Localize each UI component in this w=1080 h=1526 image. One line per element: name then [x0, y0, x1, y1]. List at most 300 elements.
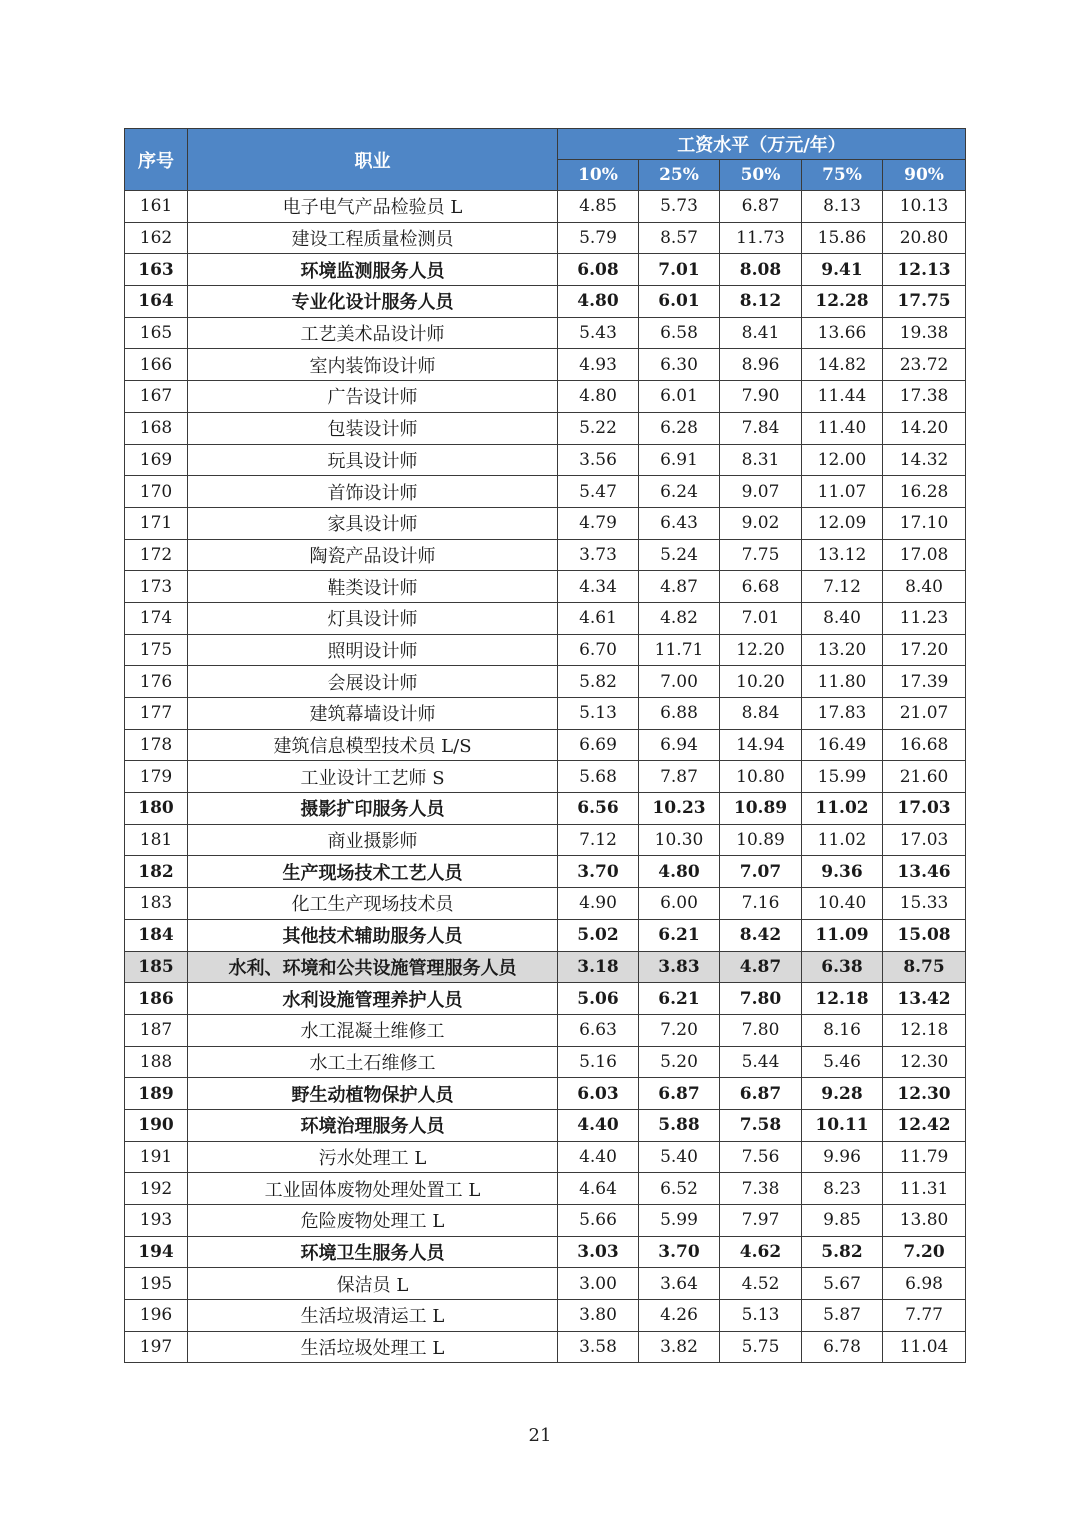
cell-p90: 10.13	[883, 191, 966, 223]
cell-p10: 7.12	[558, 824, 639, 856]
cell-p90: 15.33	[883, 888, 966, 920]
cell-index: 190	[125, 1109, 188, 1141]
cell-p75: 17.83	[802, 698, 883, 730]
cell-p75: 8.13	[802, 191, 883, 223]
cell-p25: 4.82	[639, 602, 720, 634]
cell-p10: 4.80	[558, 286, 639, 318]
cell-p90: 11.04	[883, 1331, 966, 1363]
cell-p50: 11.73	[720, 222, 802, 254]
cell-p75: 11.02	[802, 793, 883, 825]
cell-p75: 9.36	[802, 856, 883, 888]
cell-p10: 5.47	[558, 476, 639, 508]
cell-index: 161	[125, 191, 188, 223]
cell-p25: 5.73	[639, 191, 720, 223]
cell-index: 165	[125, 317, 188, 349]
cell-p75: 9.28	[802, 1078, 883, 1110]
cell-p25: 6.30	[639, 349, 720, 381]
cell-p75: 11.44	[802, 381, 883, 413]
cell-p90: 12.30	[883, 1046, 966, 1078]
table-row	[125, 1046, 966, 1078]
table-row	[125, 191, 966, 223]
cell-index: 187	[125, 1014, 188, 1046]
cell-occupation: 首饰设计师	[188, 476, 558, 508]
cell-occupation: 会展设计师	[188, 666, 558, 698]
cell-p25: 7.20	[639, 1014, 720, 1046]
cell-occupation: 其他技术辅助服务人员	[188, 919, 558, 951]
cell-p90: 7.20	[883, 1236, 966, 1268]
cell-p25: 5.88	[639, 1109, 720, 1141]
table-row	[125, 602, 966, 634]
cell-p10: 3.58	[558, 1331, 639, 1363]
cell-occupation: 专业化设计服务人员	[188, 286, 558, 318]
table-row	[125, 951, 966, 983]
cell-occupation: 生产现场技术工艺人员	[188, 856, 558, 888]
cell-p10: 3.00	[558, 1268, 639, 1300]
cell-p75: 14.82	[802, 349, 883, 381]
cell-occupation: 广告设计师	[188, 381, 558, 413]
cell-p50: 8.31	[720, 444, 802, 476]
cell-p10: 5.06	[558, 983, 639, 1015]
cell-occupation: 危险废物处理工 L	[188, 1205, 558, 1237]
cell-p25: 6.00	[639, 888, 720, 920]
cell-p75: 6.78	[802, 1331, 883, 1363]
cell-p10: 4.85	[558, 191, 639, 223]
cell-index: 186	[125, 983, 188, 1015]
cell-occupation: 鞋类设计师	[188, 571, 558, 603]
table-row	[125, 476, 966, 508]
table-row	[125, 507, 966, 539]
cell-p25: 6.01	[639, 286, 720, 318]
cell-index: 194	[125, 1236, 188, 1268]
cell-p25: 5.40	[639, 1141, 720, 1173]
table-row	[125, 888, 966, 920]
cell-p10: 4.79	[558, 507, 639, 539]
cell-p25: 3.64	[639, 1268, 720, 1300]
cell-p75: 5.67	[802, 1268, 883, 1300]
cell-index: 178	[125, 729, 188, 761]
cell-p25: 3.70	[639, 1236, 720, 1268]
cell-p10: 5.16	[558, 1046, 639, 1078]
cell-p75: 15.99	[802, 761, 883, 793]
cell-p90: 17.03	[883, 793, 966, 825]
cell-p90: 8.40	[883, 571, 966, 603]
cell-p90: 17.75	[883, 286, 966, 318]
cell-p75: 7.12	[802, 571, 883, 603]
cell-p50: 6.68	[720, 571, 802, 603]
cell-index: 193	[125, 1205, 188, 1237]
table-row	[125, 666, 966, 698]
table-row	[125, 1268, 966, 1300]
cell-p90: 21.07	[883, 698, 966, 730]
cell-p50: 6.87	[720, 191, 802, 223]
cell-p75: 8.40	[802, 602, 883, 634]
cell-p50: 8.42	[720, 919, 802, 951]
cell-p10: 4.93	[558, 349, 639, 381]
cell-p10: 6.63	[558, 1014, 639, 1046]
cell-p75: 9.96	[802, 1141, 883, 1173]
cell-p25: 10.30	[639, 824, 720, 856]
cell-p50: 7.38	[720, 1173, 802, 1205]
table-row	[125, 286, 966, 318]
cell-index: 164	[125, 286, 188, 318]
cell-p25: 7.01	[639, 254, 720, 286]
table-row	[125, 698, 966, 730]
cell-occupation: 电子电气产品检验员 L	[188, 191, 558, 223]
cell-p90: 17.38	[883, 381, 966, 413]
cell-p50: 14.94	[720, 729, 802, 761]
cell-p90: 23.72	[883, 349, 966, 381]
cell-p50: 8.96	[720, 349, 802, 381]
cell-p10: 4.40	[558, 1109, 639, 1141]
cell-p90: 13.42	[883, 983, 966, 1015]
cell-occupation: 照明设计师	[188, 634, 558, 666]
cell-occupation: 灯具设计师	[188, 602, 558, 634]
cell-p50: 7.01	[720, 602, 802, 634]
header-percentile-10: 10%	[558, 160, 639, 191]
cell-p25: 6.28	[639, 412, 720, 444]
cell-occupation: 商业摄影师	[188, 824, 558, 856]
table-row	[125, 1300, 966, 1332]
cell-index: 184	[125, 919, 188, 951]
header-percentile-90: 90%	[883, 160, 966, 191]
cell-index: 171	[125, 507, 188, 539]
cell-p25: 6.01	[639, 381, 720, 413]
cell-p10: 3.80	[558, 1300, 639, 1332]
cell-index: 174	[125, 602, 188, 634]
cell-p50: 5.75	[720, 1331, 802, 1363]
cell-p25: 6.21	[639, 919, 720, 951]
cell-index: 169	[125, 444, 188, 476]
cell-p10: 6.56	[558, 793, 639, 825]
cell-p50: 9.02	[720, 507, 802, 539]
cell-index: 181	[125, 824, 188, 856]
cell-index: 179	[125, 761, 188, 793]
cell-p25: 6.24	[639, 476, 720, 508]
table-row	[125, 1078, 966, 1110]
cell-p50: 8.84	[720, 698, 802, 730]
cell-p10: 5.43	[558, 317, 639, 349]
cell-p50: 7.90	[720, 381, 802, 413]
cell-p25: 7.87	[639, 761, 720, 793]
cell-occupation: 生活垃圾清运工 L	[188, 1300, 558, 1332]
cell-p10: 3.03	[558, 1236, 639, 1268]
cell-occupation: 污水处理工 L	[188, 1141, 558, 1173]
salary-table	[124, 128, 966, 1363]
cell-p90: 17.08	[883, 539, 966, 571]
cell-p50: 7.75	[720, 539, 802, 571]
cell-p90: 16.28	[883, 476, 966, 508]
cell-p50: 7.16	[720, 888, 802, 920]
cell-p90: 21.60	[883, 761, 966, 793]
cell-p90: 12.18	[883, 1014, 966, 1046]
cell-p25: 6.94	[639, 729, 720, 761]
cell-p75: 13.66	[802, 317, 883, 349]
cell-occupation: 室内装饰设计师	[188, 349, 558, 381]
cell-p75: 11.40	[802, 412, 883, 444]
cell-p10: 4.34	[558, 571, 639, 603]
cell-p75: 12.00	[802, 444, 883, 476]
cell-occupation: 保洁员 L	[188, 1268, 558, 1300]
table-row	[125, 571, 966, 603]
cell-p90: 8.75	[883, 951, 966, 983]
cell-p90: 15.08	[883, 919, 966, 951]
cell-p10: 4.64	[558, 1173, 639, 1205]
cell-occupation: 建设工程质量检测员	[188, 222, 558, 254]
cell-occupation: 建筑幕墙设计师	[188, 698, 558, 730]
cell-p90: 7.77	[883, 1300, 966, 1332]
cell-p75: 5.46	[802, 1046, 883, 1078]
cell-occupation: 陶瓷产品设计师	[188, 539, 558, 571]
cell-p25: 6.87	[639, 1078, 720, 1110]
table-row	[125, 349, 966, 381]
cell-p75: 11.02	[802, 824, 883, 856]
cell-p25: 11.71	[639, 634, 720, 666]
header-percentile-50: 50%	[720, 160, 802, 191]
cell-index: 176	[125, 666, 188, 698]
cell-p10: 6.69	[558, 729, 639, 761]
table-row	[125, 1173, 966, 1205]
cell-p10: 5.02	[558, 919, 639, 951]
cell-p25: 6.21	[639, 983, 720, 1015]
cell-index: 163	[125, 254, 188, 286]
cell-occupation: 环境卫生服务人员	[188, 1236, 558, 1268]
header-occupation: 职业	[188, 129, 558, 191]
cell-p25: 3.83	[639, 951, 720, 983]
cell-p50: 5.44	[720, 1046, 802, 1078]
cell-occupation: 生活垃圾处理工 L	[188, 1331, 558, 1363]
table-row	[125, 1141, 966, 1173]
cell-p10: 5.79	[558, 222, 639, 254]
cell-p10: 3.56	[558, 444, 639, 476]
table-row	[125, 856, 966, 888]
cell-p75: 10.11	[802, 1109, 883, 1141]
cell-occupation: 野生动植物保护人员	[188, 1078, 558, 1110]
cell-p75: 11.09	[802, 919, 883, 951]
cell-occupation: 水利、环境和公共设施管理服务人员	[188, 951, 558, 983]
cell-p50: 4.52	[720, 1268, 802, 1300]
cell-p50: 8.41	[720, 317, 802, 349]
table-row	[125, 381, 966, 413]
cell-p90: 14.32	[883, 444, 966, 476]
cell-index: 196	[125, 1300, 188, 1332]
cell-occupation: 建筑信息模型技术员 L/S	[188, 729, 558, 761]
cell-occupation: 玩具设计师	[188, 444, 558, 476]
cell-index: 167	[125, 381, 188, 413]
cell-p50: 10.89	[720, 824, 802, 856]
cell-p25: 6.52	[639, 1173, 720, 1205]
cell-p10: 3.70	[558, 856, 639, 888]
cell-p75: 15.86	[802, 222, 883, 254]
cell-index: 168	[125, 412, 188, 444]
cell-p50: 7.84	[720, 412, 802, 444]
table-row	[125, 729, 966, 761]
cell-p90: 11.23	[883, 602, 966, 634]
header-salary-group: 工资水平（万元/年）	[558, 129, 966, 160]
cell-index: 182	[125, 856, 188, 888]
cell-p25: 6.58	[639, 317, 720, 349]
cell-index: 162	[125, 222, 188, 254]
cell-p10: 4.40	[558, 1141, 639, 1173]
table-header	[125, 129, 966, 191]
cell-index: 175	[125, 634, 188, 666]
cell-index: 180	[125, 793, 188, 825]
cell-p90: 17.10	[883, 507, 966, 539]
table-row	[125, 919, 966, 951]
cell-p25: 10.23	[639, 793, 720, 825]
cell-p90: 12.13	[883, 254, 966, 286]
cell-p25: 8.57	[639, 222, 720, 254]
cell-occupation: 化工生产现场技术员	[188, 888, 558, 920]
cell-p10: 4.61	[558, 602, 639, 634]
cell-p25: 5.99	[639, 1205, 720, 1237]
cell-occupation: 环境监测服务人员	[188, 254, 558, 286]
cell-p50: 12.20	[720, 634, 802, 666]
cell-p90: 17.03	[883, 824, 966, 856]
cell-p50: 10.20	[720, 666, 802, 698]
cell-index: 195	[125, 1268, 188, 1300]
cell-p75: 8.16	[802, 1014, 883, 1046]
cell-p90: 11.31	[883, 1173, 966, 1205]
cell-p25: 4.80	[639, 856, 720, 888]
cell-p90: 16.68	[883, 729, 966, 761]
cell-p10: 5.82	[558, 666, 639, 698]
cell-p10: 5.13	[558, 698, 639, 730]
cell-p25: 5.20	[639, 1046, 720, 1078]
cell-p90: 17.39	[883, 666, 966, 698]
cell-p50: 7.80	[720, 1014, 802, 1046]
cell-index: 183	[125, 888, 188, 920]
cell-p75: 5.82	[802, 1236, 883, 1268]
cell-p50: 7.58	[720, 1109, 802, 1141]
cell-p50: 8.12	[720, 286, 802, 318]
cell-occupation: 工业固体废物处理处置工 L	[188, 1173, 558, 1205]
cell-occupation: 家具设计师	[188, 507, 558, 539]
cell-p75: 13.12	[802, 539, 883, 571]
cell-p90: 13.80	[883, 1205, 966, 1237]
cell-occupation: 水工混凝土维修工	[188, 1014, 558, 1046]
cell-p75: 10.40	[802, 888, 883, 920]
table-body	[125, 191, 966, 1363]
cell-p75: 9.41	[802, 254, 883, 286]
cell-index: 170	[125, 476, 188, 508]
cell-p25: 3.82	[639, 1331, 720, 1363]
table-row	[125, 1109, 966, 1141]
cell-occupation: 包装设计师	[188, 412, 558, 444]
cell-p10: 3.73	[558, 539, 639, 571]
cell-p90: 11.79	[883, 1141, 966, 1173]
cell-p10: 6.03	[558, 1078, 639, 1110]
page-number: 21	[528, 1425, 552, 1446]
header-index: 序号	[125, 129, 188, 191]
cell-p75: 8.23	[802, 1173, 883, 1205]
cell-p10: 5.66	[558, 1205, 639, 1237]
cell-p50: 8.08	[720, 254, 802, 286]
header-percentile-75: 75%	[802, 160, 883, 191]
table-row	[125, 1236, 966, 1268]
table-row	[125, 444, 966, 476]
cell-p50: 4.87	[720, 951, 802, 983]
cell-p75: 9.85	[802, 1205, 883, 1237]
table-row	[125, 983, 966, 1015]
table-row	[125, 254, 966, 286]
cell-p75: 11.07	[802, 476, 883, 508]
cell-p50: 7.97	[720, 1205, 802, 1237]
cell-index: 177	[125, 698, 188, 730]
cell-index: 197	[125, 1331, 188, 1363]
cell-p90: 6.98	[883, 1268, 966, 1300]
cell-p90: 12.42	[883, 1109, 966, 1141]
cell-p10: 4.90	[558, 888, 639, 920]
cell-p50: 10.89	[720, 793, 802, 825]
cell-p10: 4.80	[558, 381, 639, 413]
table-row	[125, 1014, 966, 1046]
cell-p90: 17.20	[883, 634, 966, 666]
table-row	[125, 761, 966, 793]
cell-index: 188	[125, 1046, 188, 1078]
cell-p90: 14.20	[883, 412, 966, 444]
cell-p50: 10.80	[720, 761, 802, 793]
cell-p10: 5.22	[558, 412, 639, 444]
cell-p50: 9.07	[720, 476, 802, 508]
cell-p75: 12.18	[802, 983, 883, 1015]
cell-p90: 19.38	[883, 317, 966, 349]
cell-p75: 6.38	[802, 951, 883, 983]
cell-p10: 3.18	[558, 951, 639, 983]
cell-index: 185	[125, 951, 188, 983]
cell-index: 172	[125, 539, 188, 571]
cell-p75: 5.87	[802, 1300, 883, 1332]
cell-p75: 16.49	[802, 729, 883, 761]
table-row	[125, 539, 966, 571]
cell-p50: 4.62	[720, 1236, 802, 1268]
cell-p50: 5.13	[720, 1300, 802, 1332]
cell-p10: 6.08	[558, 254, 639, 286]
cell-p10: 5.68	[558, 761, 639, 793]
cell-p25: 6.91	[639, 444, 720, 476]
cell-p25: 5.24	[639, 539, 720, 571]
cell-p25: 6.43	[639, 507, 720, 539]
cell-index: 166	[125, 349, 188, 381]
cell-occupation: 水工土石维修工	[188, 1046, 558, 1078]
cell-p25: 4.26	[639, 1300, 720, 1332]
table-row	[125, 1205, 966, 1237]
table-row	[125, 317, 966, 349]
table-row	[125, 793, 966, 825]
cell-p90: 13.46	[883, 856, 966, 888]
cell-index: 191	[125, 1141, 188, 1173]
cell-p75: 11.80	[802, 666, 883, 698]
cell-index: 173	[125, 571, 188, 603]
cell-p50: 7.80	[720, 983, 802, 1015]
cell-p10: 6.70	[558, 634, 639, 666]
table-row	[125, 634, 966, 666]
cell-occupation: 工艺美术品设计师	[188, 317, 558, 349]
cell-p90: 20.80	[883, 222, 966, 254]
cell-p75: 12.09	[802, 507, 883, 539]
table-row	[125, 1331, 966, 1363]
cell-p25: 7.00	[639, 666, 720, 698]
cell-index: 192	[125, 1173, 188, 1205]
cell-occupation: 摄影扩印服务人员	[188, 793, 558, 825]
cell-occupation: 环境治理服务人员	[188, 1109, 558, 1141]
cell-p25: 4.87	[639, 571, 720, 603]
cell-p75: 13.20	[802, 634, 883, 666]
cell-p50: 7.07	[720, 856, 802, 888]
table-row	[125, 412, 966, 444]
cell-occupation: 工业设计工艺师 S	[188, 761, 558, 793]
cell-p25: 6.88	[639, 698, 720, 730]
cell-p50: 7.56	[720, 1141, 802, 1173]
